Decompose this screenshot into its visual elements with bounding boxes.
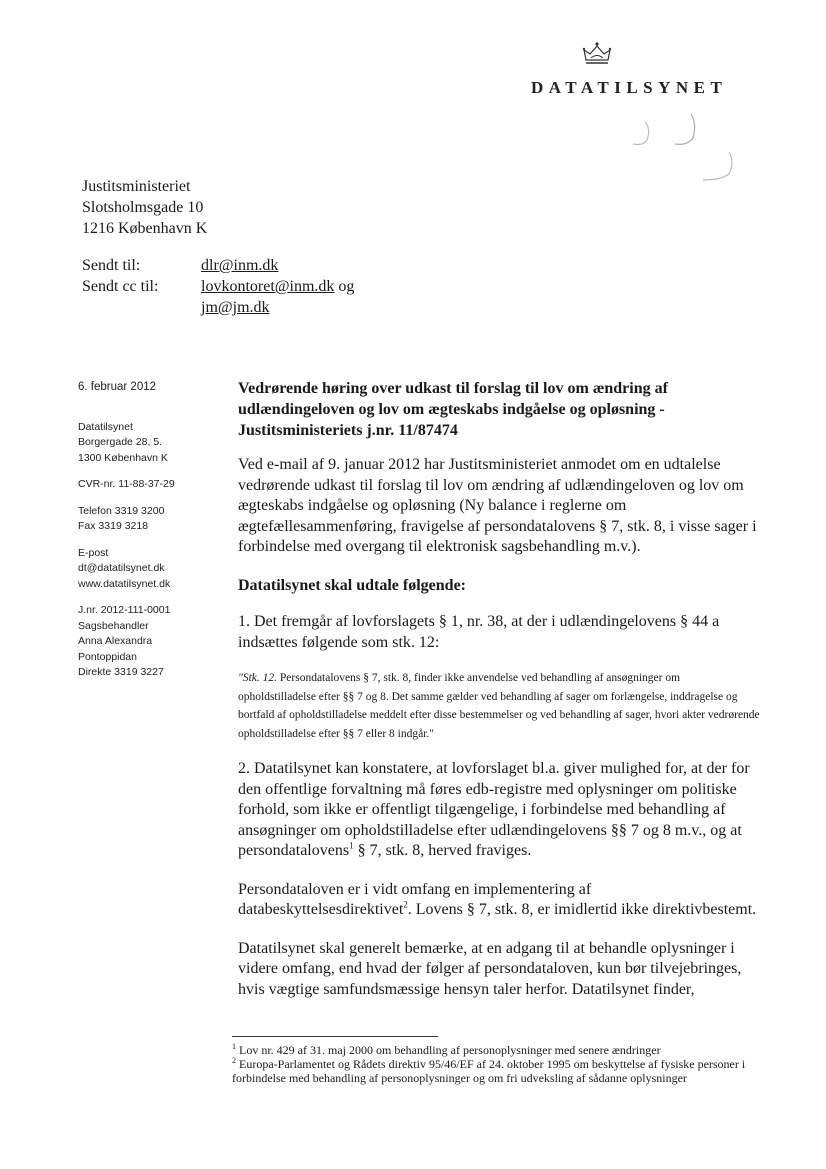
footnote-ref: 2 xyxy=(403,899,408,910)
footnotes xyxy=(232,1043,752,1085)
sent-cc-label: Sendt cc til: xyxy=(82,278,159,295)
footnote-1: $^1$ Lov nr. 429 af 31. maj 2000 om behandling af personoplysninger med senere ændringer xyxy=(232,1042,661,1057)
sender-sidebar xyxy=(78,380,228,681)
org-website: www.datatilsynet.dk xyxy=(78,577,171,590)
address-line: Justitsministeriet xyxy=(82,178,191,195)
address-line: Slotsholmsgade 10 xyxy=(82,199,204,216)
address-line: 1216 København K xyxy=(82,220,208,237)
paragraph-1: 1. Det fremgår af lovforslagets § 1, nr. 38, at der i udlændingelovens § 44 a indsættes følgende som stk. 12: xyxy=(238,613,720,651)
letter-body xyxy=(238,378,760,1000)
paragraph-4: Datatilsynet skal generelt bemærke, at en adgang til at behandle oplysninger i videre omfang, end hvad der følger af persondataloven, kun bør tilvejebringes, hvis vægtige samfundsmæssige hensyn taler herfor. Datatilsynet finder, xyxy=(238,939,742,998)
cvr-number: CVR-nr. 11-88-37-29 xyxy=(78,478,175,490)
org-city: 1300 København K xyxy=(78,451,168,464)
journal-number: J.nr. 2012-111-0001 xyxy=(78,604,171,616)
email-label: E-post xyxy=(78,546,109,559)
cc-email-link[interactable]: lovkontoret@inm.dk xyxy=(201,278,335,295)
footnote-ref: 1 xyxy=(349,840,354,851)
fax-number: Fax 3319 3218 xyxy=(78,520,149,532)
logo-wordmark: DATATILSYNET xyxy=(531,78,728,97)
recipient-address xyxy=(82,176,207,239)
case-handler-name: Anna Alexandra xyxy=(78,635,153,647)
cc-conjunction: og xyxy=(338,278,355,295)
org-name: Datatilsynet xyxy=(78,420,133,433)
subject-line: Vedrørende høring over udkast til forslag til lov om ændring af udlændingeloven og lov om ægteskabs indgåelse og opløsning - Justitsministeriets j.nr. 11/87474 xyxy=(238,380,668,439)
quote-text: Persondatalovens § 7, stk. 8, finder ikke anvendelse ved behandling af ansøgninger om opholdstilladelse efter §§ 7 og 8. Det samme gælder ved behandling af sager om forlængelse, inddragelse og bortfald af opholdstilladelse meddelt efter disse bestemmelser og ved behandling af sager, hvori akter vedrørende opholdstilladelse efter §§ 7 eller 8 indgår." xyxy=(238,672,760,740)
handwritten-mark xyxy=(625,110,745,190)
paragraph-2: 2. Datatilsynet kan konstatere, at lovforslaget bl.a. giver mulighed for, at der for den offentlige forvaltning må føres edb-registre med oplysninger om politiske forhold, som ikke er offentligt tilgængelige, i forbindelse med behandling af ansøgninger om opholdstilladelse efter udlændingelovens §§ 7 og 8 m.v., og at persondatalovens$^1$ § 7, stk. 8, herved fraviges. xyxy=(238,760,750,859)
crown-icon xyxy=(580,40,614,68)
sent-to-label: Sendt til: xyxy=(82,257,141,274)
phone-number: Telefon 3319 3200 xyxy=(78,504,165,517)
footnote-divider xyxy=(232,1036,438,1037)
case-handler-label: Sagsbehandler xyxy=(78,619,149,632)
quote-lead: "Stk. 12. xyxy=(238,672,278,684)
case-handler-name: Pontoppidan xyxy=(78,650,137,663)
quoted-provision xyxy=(238,669,760,743)
sent-to-email-link[interactable]: dlr@inm.dk xyxy=(201,257,279,274)
org-street: Borgergade 28, 5. xyxy=(78,436,163,448)
org-email: dt@datatilsynet.dk xyxy=(78,562,165,574)
cc-email-link[interactable]: jm@jm.dk xyxy=(201,299,270,316)
sent-block xyxy=(82,255,354,318)
intro-paragraph: Ved e-mail af 9. januar 2012 har Justitsministeriet anmodet om en udtalelse vedrørende udkast til forslag til lov om ændring af udlændingeloven og lov om ægteskabs indgåelse og opløsning (Ny balance i reglerne om ægtefællesammenføring, fravigelse af persondatalovens § 7, stk. 8, i visse sager i forbindelse med overgang til elektronisk sagsbehandling m.v.). xyxy=(238,456,757,555)
section-heading: Datatilsynet skal udtale følgende: xyxy=(238,576,466,594)
direct-phone: Direkte 3319 3227 xyxy=(78,666,164,678)
letter-date: 6. februar 2012 xyxy=(78,381,157,393)
paragraph-3: Persondataloven er i vidt omfang en implementering af databeskyttelsesdirektivet$^2$. Lovens § 7, stk. 8, er imidlertid ikke direktivbestemt. xyxy=(238,880,757,918)
footnote-2: $^2$ Europa-Parlamentet og Rådets direktiv 95/46/EF af 24. oktober 1995 om beskyttelse af fysiske personer i forbindelse med behandling af personoplysninger og om fri udveksling af sådanne oplysninger xyxy=(232,1056,746,1085)
